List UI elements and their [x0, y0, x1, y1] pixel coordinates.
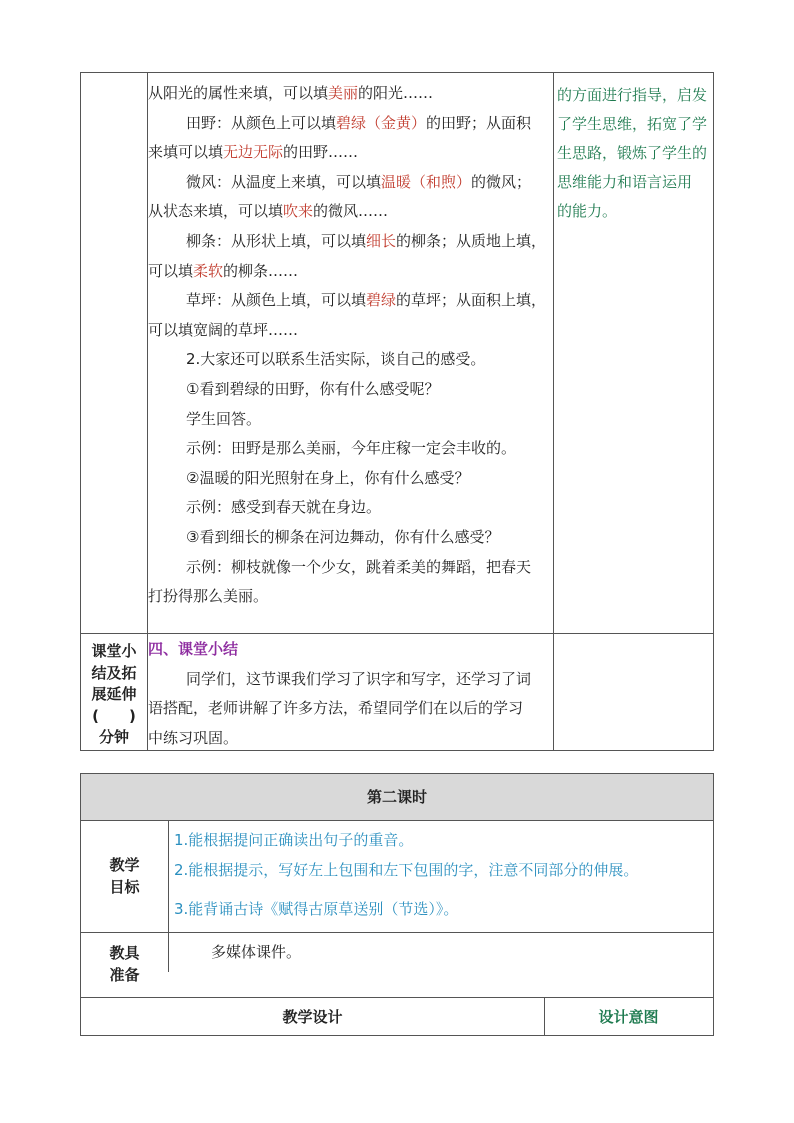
summary-line: 语搭配，老师讲解了许多方法，希望同学们在以后的学习 — [148, 699, 524, 717]
text-run: 田野：从颜色上可以填 — [186, 113, 337, 132]
process-line — [148, 493, 552, 523]
text-run: 示例：柳枝就像一个少女，跳着柔美的舞蹈，把春天 — [186, 557, 532, 576]
text-run: 示例：感受到春天就在身边。 — [186, 498, 382, 517]
text-run: 2.大家还可以联系生活实际，谈自己的感受。 — [186, 350, 486, 369]
text-run: ③看到细长的柳条在河边舞动，你有什么感受？ — [186, 527, 500, 546]
intent-line: 的能力。 — [557, 202, 618, 220]
highlighted-word: 碧绿（金黄） — [336, 113, 427, 132]
intent-line: 的方面进行指导，启发 — [557, 86, 708, 104]
objectives-label: 教学 目标 — [109, 856, 140, 896]
lesson-table-continued — [80, 72, 714, 751]
process-line — [148, 109, 552, 139]
teaching-process-text — [148, 79, 552, 612]
intent-line: 生思路，锻炼了学生的 — [557, 144, 708, 162]
text-run: 来填可以填 — [148, 143, 224, 162]
prep-label: 教具 准备 — [109, 944, 140, 984]
text-run: 的草坪；从面积上填， — [396, 291, 547, 310]
summary-line: 中练习巩固。 — [148, 728, 239, 747]
process-line — [148, 345, 552, 375]
process-line — [148, 375, 552, 405]
process-line — [148, 553, 552, 583]
text-run: 可以填宽阔的草坪…… — [148, 320, 299, 339]
summary-heading: 四、课堂小结 — [148, 640, 239, 658]
process-line — [148, 523, 552, 553]
process-line — [148, 316, 552, 346]
prep-text: 多媒体课件。 — [211, 943, 302, 961]
text-run: 从阳光的属性来填，可以填 — [148, 84, 329, 102]
process-line — [148, 227, 552, 257]
process-line — [148, 464, 552, 494]
text-run: 的阳光…… — [358, 84, 434, 102]
process-line — [148, 257, 552, 287]
highlighted-word: 吹来 — [283, 202, 314, 221]
text-run: 的微风； — [471, 172, 532, 191]
text-run: 的微风…… — [313, 202, 389, 221]
class-summary — [148, 635, 552, 753]
process-line — [148, 286, 552, 316]
highlighted-word: 柔软 — [193, 261, 224, 280]
process-line — [148, 168, 552, 198]
highlighted-word: 无边无际 — [223, 143, 284, 162]
text-run: 学生回答。 — [186, 409, 262, 428]
text-run: 微风：从温度上来填，可以填 — [186, 172, 382, 191]
summary-line: 同学们，这节课我们学习了识字和写字，还学习了词 — [186, 669, 532, 688]
design-intent-note — [557, 81, 713, 226]
highlighted-word: 温暖（和煦） — [381, 172, 472, 191]
process-line — [148, 405, 552, 435]
text-run: ②温暖的阳光照射在身上，你有什么感受？ — [186, 468, 470, 487]
design-intent-label: 设计意图 — [598, 1008, 659, 1026]
second-lesson-table — [80, 773, 714, 1036]
text-run: 草坪：从颜色上填，可以填 — [186, 291, 367, 310]
objective-item: 3.能背诵古诗《赋得古原草送别（节选）》。 — [174, 900, 459, 918]
process-line — [148, 79, 552, 109]
process-line — [148, 434, 552, 464]
process-line — [148, 138, 552, 168]
intent-line: 思维能力和语言运用 — [557, 173, 693, 191]
text-run: 从状态来填，可以填 — [148, 202, 284, 221]
objective-item: 2.能根据提示，写好左上包围和左下包围的字，注意不同部分的伸展。 — [174, 861, 639, 879]
highlighted-word: 碧绿 — [366, 291, 397, 310]
text-run: ①看到碧绿的田野，你有什么感受呢？ — [186, 379, 440, 398]
text-run: 的柳条…… — [223, 261, 299, 280]
summary-label: 课堂小 结及拓 展延伸 ( ) 分钟 — [91, 642, 137, 746]
highlighted-word: 细长 — [366, 231, 397, 250]
highlighted-word: 美丽 — [328, 84, 359, 102]
text-run: 可以填 — [148, 261, 194, 280]
lesson-title: 第二课时 — [81, 774, 713, 820]
process-line — [148, 582, 552, 612]
objective-item: 1.能根据提问正确读出句子的重音。 — [174, 831, 414, 849]
process-line — [148, 197, 552, 227]
text-run: 柳条：从形状上填，可以填 — [186, 231, 367, 250]
intent-line: 了学生思维，拓宽了学 — [557, 115, 708, 133]
text-run: 的柳条；从质地上填， — [396, 231, 547, 250]
text-run: 的田野…… — [283, 143, 359, 162]
text-run: 示例：田野是那么美丽，今年庄稼一定会丰收的。 — [186, 439, 517, 458]
text-run: 的田野；从面积 — [426, 113, 532, 132]
teaching-design-label: 教学设计 — [282, 1008, 343, 1026]
text-run: 打扮得那么美丽。 — [148, 587, 269, 606]
